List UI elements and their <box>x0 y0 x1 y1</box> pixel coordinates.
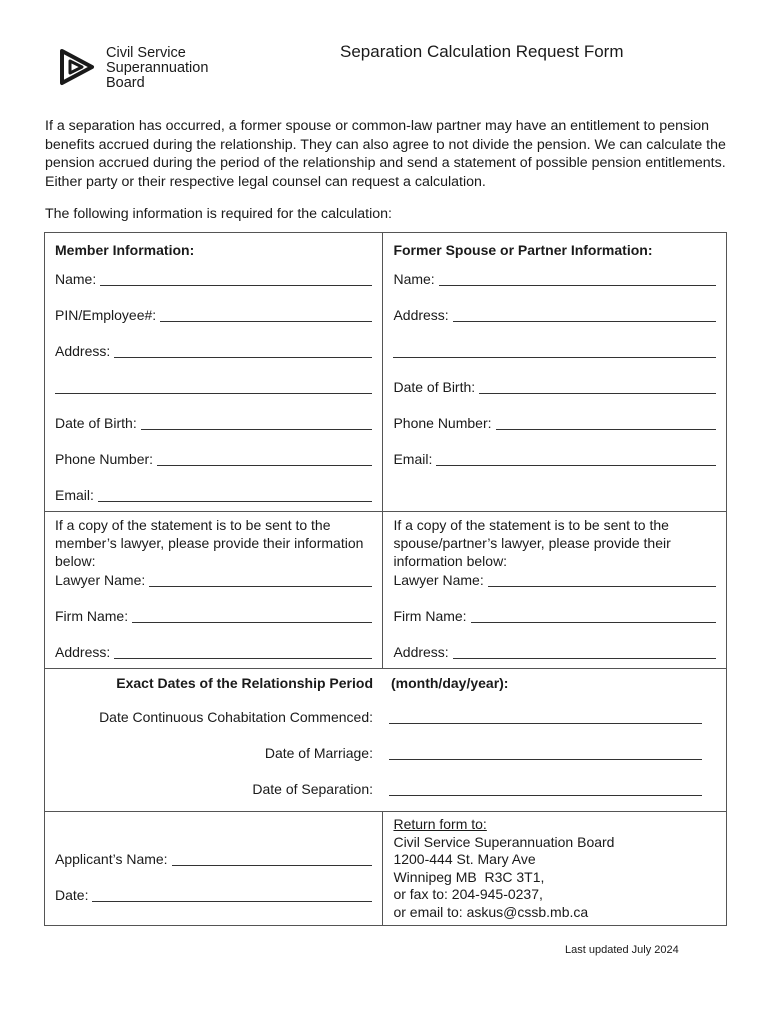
intro-paragraph: If a separation has occurred, a former spouse or common-law partner may have an entitlement to pension benefits accrued during the relationship. They can also agree to not divide the pension. We can calculate the pension accrued during the period of the relationship and send a statement of possible pension entitlements. Either party or their respective legal counsel can request a calculation. <box>45 118 726 190</box>
member-lawyer-name-field[interactable]: Lawyer Name: <box>45 570 382 590</box>
page-header <box>58 42 738 102</box>
member-lawyer-note: If a copy of the statement is to be sent to the member’s lawyer, please provide their information below: <box>55 517 364 569</box>
spouse-email-field[interactable]: Email: <box>383 433 726 469</box>
return-line-1: Civil Service Superannuation Board <box>393 833 615 850</box>
member-lawyer-address-field[interactable]: Address: <box>45 626 382 668</box>
cssb-logo <box>58 44 218 96</box>
spouse-firm-name-field[interactable]: Firm Name: <box>383 590 726 626</box>
separation-date-field[interactable]: Date of Separation: <box>45 763 726 799</box>
logo-line-1: Civil Service <box>106 45 186 61</box>
logo-line-2: Superannuation <box>106 60 209 76</box>
member-dob-field[interactable]: Date of Birth: <box>45 397 382 433</box>
member-firm-name-field[interactable]: Firm Name: <box>45 590 382 626</box>
spouse-info-heading: Former Spouse or Partner Information: <box>393 242 653 258</box>
spouse-lawyer-name-field[interactable]: Lawyer Name: <box>383 570 726 590</box>
relationship-heading: Exact Dates of the Relationship Period <box>116 675 373 691</box>
member-info-heading: Member Information: <box>55 242 195 258</box>
return-address-cell <box>383 812 727 926</box>
member-lawyer-cell <box>45 512 383 669</box>
applicant-cell <box>45 812 383 926</box>
return-line-5: or email to: askus@cssb.mb.ca <box>393 903 589 920</box>
cssb-logo-icon <box>58 48 96 86</box>
spouse-phone-field[interactable]: Phone Number: <box>383 397 726 433</box>
spouse-address-line-2[interactable] <box>383 325 726 361</box>
marriage-date-field[interactable]: Date of Marriage: <box>45 727 726 763</box>
logo-line-3: Board <box>106 75 145 91</box>
required-info-text: The following information is required for the calculation: <box>45 206 392 222</box>
page-title: Separation Calculation Request Form <box>340 42 624 61</box>
relationship-dates-cell <box>45 669 727 812</box>
return-line-2: 1200-444 St. Mary Ave <box>393 851 536 867</box>
request-form-table <box>44 232 727 926</box>
applicant-date-field[interactable]: Date: <box>45 869 382 905</box>
spouse-info-cell <box>383 233 727 512</box>
return-line-3: Winnipeg MB R3C 3T1, <box>393 868 545 885</box>
member-address-line-2[interactable] <box>45 361 382 397</box>
cohabitation-date-field[interactable]: Date Continuous Cohabitation Commenced: <box>45 691 726 727</box>
return-heading: Return form to: <box>393 816 487 832</box>
relationship-heading-row <box>45 669 726 691</box>
applicant-name-field[interactable]: Applicant’s Name: <box>45 833 382 869</box>
spouse-dob-field[interactable]: Date of Birth: <box>383 361 726 397</box>
spouse-name-field[interactable]: Name: <box>383 263 726 289</box>
member-phone-field[interactable]: Phone Number: <box>45 433 382 469</box>
return-line-4: or fax to: 204-945-0237, <box>393 886 543 902</box>
member-name-field[interactable]: Name: <box>45 263 382 289</box>
spouse-lawyer-address-field[interactable]: Address: <box>383 626 726 662</box>
member-info-cell <box>45 233 383 512</box>
spouse-lawyer-note: If a copy of the statement is to be sent to the spouse/partner’s lawyer, please provide their information below: <box>393 517 671 569</box>
last-updated-note: Last updated July 2024 <box>565 944 679 956</box>
spouse-lawyer-cell <box>383 512 727 669</box>
member-address-field[interactable]: Address: <box>45 325 382 361</box>
date-format-hint: (month/day/year): <box>391 675 509 691</box>
spouse-address-field[interactable]: Address: <box>383 289 726 325</box>
member-pin-field[interactable]: PIN/Employee#: <box>45 289 382 325</box>
member-email-field[interactable]: Email: <box>45 469 382 511</box>
